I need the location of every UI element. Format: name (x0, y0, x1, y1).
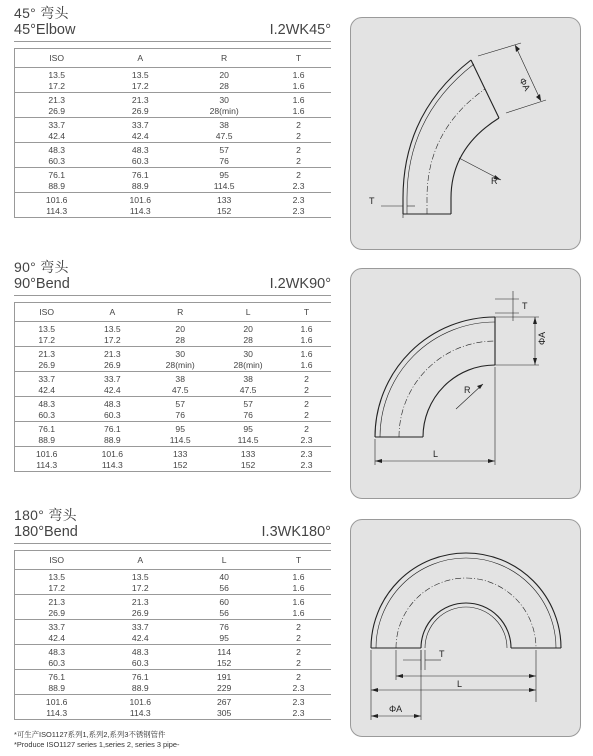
label-a-90: ΦA (537, 331, 547, 345)
table-cell: 21.3 26.9 (15, 595, 99, 620)
table-row (15, 645, 332, 670)
table-row (15, 347, 332, 372)
section-45-elbow (0, 0, 593, 250)
table-cell: 48.3 60.3 (98, 645, 182, 670)
label-r-90: R (464, 385, 471, 395)
table-cell: 191 229 (182, 670, 266, 695)
table-row (15, 422, 332, 447)
table-cell: 95 114.5 (146, 422, 214, 447)
table-cell: 57 76 (182, 143, 266, 168)
bend-180-drawing (351, 520, 582, 738)
table-cell: 2.3 2.3 (266, 695, 331, 720)
table-cell: 48.3 60.3 (15, 143, 99, 168)
table-cell: 57 76 (214, 397, 282, 422)
spec-table-180 (14, 550, 331, 720)
table-cell: 2 2 (266, 118, 331, 143)
table-row (15, 620, 332, 645)
table-cell: 133 152 (146, 447, 214, 472)
table-header-row (15, 303, 332, 322)
column-header: A (98, 49, 182, 68)
label-r-45: R (491, 176, 498, 186)
label-l-90: L (433, 449, 439, 459)
table-cell: 48.3 60.3 (78, 397, 146, 422)
table-cell: 13.5 17.2 (98, 68, 182, 93)
diagram-panel-180 (350, 519, 581, 737)
table-cell: 76.1 88.9 (15, 168, 99, 193)
column-header: L (182, 551, 266, 570)
column-header: ISO (15, 551, 99, 570)
table-cell: 101.6 114.3 (78, 447, 146, 472)
table-cell: 95 114.5 (182, 168, 266, 193)
title-en-180: 180°Bend (14, 524, 78, 540)
table-cell: 2 2 (282, 372, 331, 397)
diagram-panel-90 (350, 268, 581, 499)
table-cell: 76.1 88.9 (98, 168, 182, 193)
column-header: R (182, 49, 266, 68)
table-row (15, 322, 332, 347)
column-header: L (214, 303, 282, 322)
table-row (15, 118, 332, 143)
table-cell: 2 2 (282, 397, 331, 422)
table-cell: 267 305 (182, 695, 266, 720)
label-t-90: T (522, 301, 528, 311)
bend-90-drawing (351, 269, 582, 500)
code-45: I.2WK45° (269, 22, 331, 38)
table-cell: 2 2 (266, 143, 331, 168)
table-row (15, 372, 332, 397)
table-cell: 13.5 17.2 (15, 570, 99, 595)
table-cell: 2 2.3 (282, 422, 331, 447)
column-header: T (282, 303, 331, 322)
label-t-180: T (439, 649, 445, 659)
table-cell: 40 56 (182, 570, 266, 595)
note-cn: *可生产ISO1127系列1,系列2,系列3不锈钢管件 (14, 730, 166, 739)
column-header: T (266, 551, 331, 570)
column-header: A (98, 551, 182, 570)
table-cell: 33.7 42.4 (15, 372, 79, 397)
table-cell: 38 47.5 (146, 372, 214, 397)
table-cell: 2.3 2.3 (266, 193, 331, 218)
table-cell: 21.3 26.9 (15, 347, 79, 372)
title-cn-45: 45° 弯头 (14, 5, 69, 21)
table-cell: 33.7 42.4 (15, 620, 99, 645)
table-cell: 33.7 42.4 (78, 372, 146, 397)
table-cell: 2 2.3 (266, 168, 331, 193)
table-cell: 48.3 60.3 (15, 645, 99, 670)
table-cell: 76.1 88.9 (98, 670, 182, 695)
title-en-45: 45°Elbow (14, 22, 76, 38)
table-cell: 13.5 17.2 (15, 68, 99, 93)
column-header: ISO (15, 303, 79, 322)
table-cell: 33.7 42.4 (98, 620, 182, 645)
table-cell: 2.3 2.3 (282, 447, 331, 472)
table-cell: 30 28(min) (146, 347, 214, 372)
table-cell: 33.7 42.4 (98, 118, 182, 143)
table-row (15, 68, 332, 93)
table-cell: 1.6 1.6 (266, 68, 331, 93)
table-cell: 76 95 (182, 620, 266, 645)
table-header-row (15, 49, 332, 68)
table-cell: 133 152 (182, 193, 266, 218)
table-cell: 101.6 114.3 (98, 695, 182, 720)
label-l-180: L (457, 679, 463, 689)
table-cell: 57 76 (146, 397, 214, 422)
table-row (15, 143, 332, 168)
column-header: ISO (15, 49, 99, 68)
table-row (15, 695, 332, 720)
table-cell: 20 28 (146, 322, 214, 347)
table-row (15, 447, 332, 472)
code-180: I.3WK180° (261, 524, 331, 540)
table-cell: 48.3 60.3 (15, 397, 79, 422)
column-header: A (78, 303, 146, 322)
table-cell: 101.6 114.3 (15, 193, 99, 218)
table-cell: 76.1 88.9 (15, 422, 79, 447)
label-a-45: ΦA (517, 76, 533, 93)
section-90-bend (0, 254, 593, 499)
section-180-bend (0, 502, 593, 756)
table-cell: 76.1 88.9 (78, 422, 146, 447)
table-cell: 13.5 17.2 (98, 570, 182, 595)
title-divider-90 (14, 295, 331, 296)
table-cell: 2 2 (266, 620, 331, 645)
table-cell: 1.6 1.6 (282, 322, 331, 347)
column-header: R (146, 303, 214, 322)
table-cell: 95 114.5 (214, 422, 282, 447)
table-row (15, 168, 332, 193)
table-cell: 21.3 26.9 (78, 347, 146, 372)
table-cell: 21.3 26.9 (98, 595, 182, 620)
table-cell: 20 28 (182, 68, 266, 93)
label-a-180: ΦA (389, 704, 403, 714)
spec-table-45 (14, 48, 331, 218)
table-cell: 21.3 26.9 (98, 93, 182, 118)
table-cell: 13.5 17.2 (15, 322, 79, 347)
table-cell: 48.3 60.3 (98, 143, 182, 168)
column-header: T (266, 49, 331, 68)
title-divider-180 (14, 543, 331, 544)
table-cell: 1.6 1.6 (282, 347, 331, 372)
table-cell: 101.6 114.3 (98, 193, 182, 218)
table-cell: 1.6 1.6 (266, 93, 331, 118)
table-cell: 2 2 (266, 645, 331, 670)
elbow-45-drawing (351, 18, 582, 251)
table-header-row (15, 551, 332, 570)
table-cell: 21.3 26.9 (15, 93, 99, 118)
table-cell: 101.6 114.3 (15, 695, 99, 720)
label-t-45: T (369, 196, 375, 206)
table-cell: 20 28 (214, 322, 282, 347)
code-90: I.2WK90° (269, 276, 331, 292)
table-cell: 60 56 (182, 595, 266, 620)
table-cell: 1.6 1.6 (266, 570, 331, 595)
table-cell: 30 28(min) (214, 347, 282, 372)
title-cn-90: 90° 弯头 (14, 259, 69, 275)
spec-table-90 (14, 302, 331, 472)
table-cell: 133 152 (214, 447, 282, 472)
table-cell: 101.6 114.3 (15, 447, 79, 472)
table-cell: 114 152 (182, 645, 266, 670)
table-cell: 76.1 88.9 (15, 670, 99, 695)
table-row (15, 570, 332, 595)
table-row (15, 93, 332, 118)
table-cell: 1.6 1.6 (266, 595, 331, 620)
table-row (15, 595, 332, 620)
table-row (15, 670, 332, 695)
title-en-90: 90°Bend (14, 276, 70, 292)
diagram-panel-45 (350, 17, 581, 250)
table-cell: 33.7 42.4 (15, 118, 99, 143)
table-cell: 38 47.5 (182, 118, 266, 143)
note-en: *Produce ISO1127 series 1,series 2, series 3 pipe- (14, 740, 180, 749)
table-cell: 38 47.5 (214, 372, 282, 397)
table-row (15, 193, 332, 218)
table-cell: 13.5 17.2 (78, 322, 146, 347)
table-cell: 30 28(min) (182, 93, 266, 118)
title-cn-180: 180° 弯头 (14, 507, 77, 523)
table-row (15, 397, 332, 422)
table-cell: 2 2.3 (266, 670, 331, 695)
title-divider-45 (14, 41, 331, 42)
